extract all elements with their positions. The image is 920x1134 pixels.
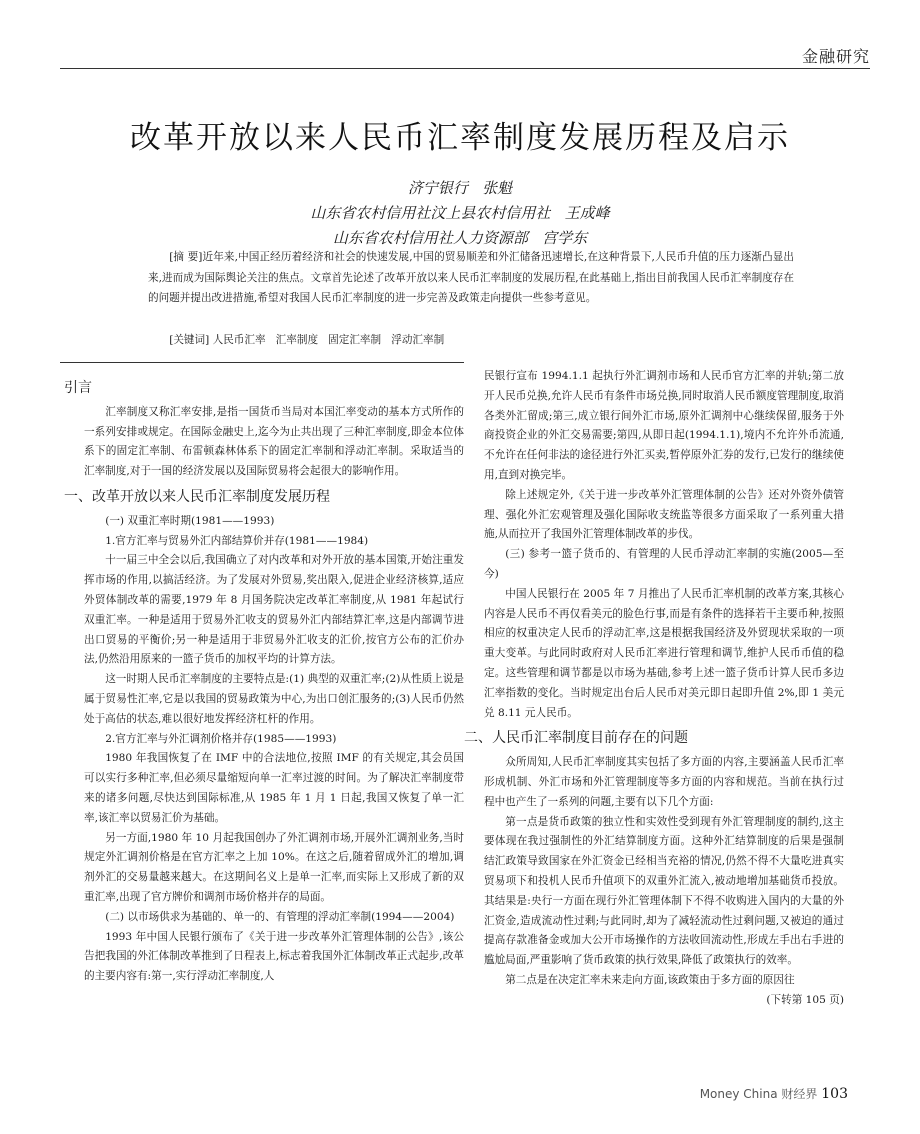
abstract: [摘 要]近年来,中国正经历着经济和社会的快速发展,中国的贸易顺差和外汇储备迅速增长,在这种背景下,人民币升值的压力逐渐凸显出来,进而成为国际舆论关注的焦点。文章首先论述了改革开放以来人民币汇率制度的发展历程,在此基础上,指出目前我国人民币汇率制度存在的问题并提出改进措施,希望对我国人民币汇率制度的进一步完善及政策走向提供一些参考意见。	[148, 251, 794, 304]
paragraph: 这一时期人民币汇率制度的主要特点是:(1) 典型的双重汇率;(2)从性质上说是属于贸易性汇率,它是以我国的贸易政策为中心,为出口创汇服务的;(3)人民币仍然处于高估的状态,难以很好地发挥经济杠杆的作用。	[84, 673, 464, 725]
keywords: [关键词] 人民币汇率 汇率制度 固定汇率制 浮动汇率制	[169, 334, 445, 346]
author-line-2: 山东省农村信用社汶上县农村信用社 王成峰	[310, 204, 610, 222]
section-2-heading: 二、人民币汇率制度目前存在的问题	[464, 730, 688, 747]
subsection-1-heading: (一) 双重汇率时期(1981——1993)	[105, 514, 275, 527]
subsection-1-1-heading: 1.官方汇率与贸易外汇内部结算价并存(1981——1984)	[105, 534, 369, 547]
paragraph: 十一届三中全会以后,我国确立了对内改革和对外开放的基本国策,开始注重发挥市场的作用,以搞活经济。为了发展对外贸易,奖出限入,促进企业经济核算,适应外贸体制改革的需要,1979 年 8 月国务院决定改革汇率制度,从 1981 年起试行双重汇率。一种是适用于贸易外汇收支的贸易外汇内部结算汇率,这是内部调节进出口贸易的平衡价;另一种是适用于非贸易外汇收支的汇价,按官方公布的汇价办法,仍然沿用原来的一篮子货币的加权平均的计算方法。	[84, 554, 464, 666]
page-number: 103	[821, 1086, 848, 1102]
paragraph: 众所周知,人民币汇率制度其实包括了多方面的内容,主要涵盖人民币汇率形成机制、外汇市场和外汇管理制度等多方面的内容和规范。当前在执行过程中也产生了一系列的问题,主要有以下几个方面:	[484, 756, 844, 808]
running-head: 金融研究	[801, 47, 870, 66]
paragraph: 1993 年中国人民银行颁布了《关于进一步改革外汇管理体制的公告》,该公告把我国的外汇体制改革推到了日程表上,标志着我国外汇体制改革正式起步,改革的主要内容有:第一,实行浮动汇率制度,人	[84, 930, 464, 983]
paragraph: 第二点是在决定汇率未来走向方面,该政策由于多方面的原因往	[505, 973, 795, 986]
paragraph: 民银行宣布 1994.1.1 起执行外汇调剂市场和人民币官方汇率的并轨;第二放开人民币兑换,允许人民币有条件市场兑换,同时取消人民币额度管理制度,取消各类外汇留成;第三,成立银行间外汇市场,原外汇调剂中心继续保留,服务于外商投资企业的外汇交易需要;第四,从即日起(1994.1.1),境内不允许外币流通,不允许在任何非法的途径进行外汇买卖,暂停原外汇券的发行,已发行的继续使用,直到对换完毕。	[484, 370, 844, 481]
author-line-1: 济宁银行 张魁	[407, 179, 513, 197]
footer-brand: Money China	[699, 1087, 778, 1101]
continued-note: (下转第 105 页)	[766, 993, 844, 1006]
paragraph: 1980 年我国恢复了在 IMF 中的合法地位,按照 IMF 的有关规定,其会员国可以实行多种汇率,但必须尽量缩短向单一汇率过渡的时间。为了解决汇率制度带来的诸多问题,尽快达到国际标准,从 1985 年 1 月 1 日起,我国又恢复了单一汇率,该汇率以贸易汇价为基础。	[84, 752, 464, 824]
subsection-1-2-heading: 2.官方汇率与外汇调剂价格并存(1985——1993)	[105, 732, 337, 745]
subsection-2-heading: (二) 以市场供求为基础的、单一的、有管理的浮动汇率制(1994——2004)	[105, 910, 455, 923]
left-column	[64, 373, 464, 987]
author-block	[0, 176, 920, 251]
paragraph: 第一点是货币政策的独立性和实效性受到现有外汇管理制度的制约,这主要体现在我过强制性的外汇结算制度方面。这种外汇结算制度的后果是强制结汇政策导致国家在外汇资金已经相当充裕的情况,仍然不得不大量吃进真实贸易项下和投机人民币升值项下的双重外汇流入,被动地增加基础货币投放。其结果是:央行一方面在现行外汇管理体制下不得不收购进入国内的大量的外汇资金,造成流动性过剩;与此同时,却为了减轻流动性过剩问题,又被迫的通过提高存款准备金或加大公开市场操作的方法收回流动性,形成左手出右手进的尴尬局面,严重影响了货币政策的执行效果,降低了政策执行的效率。	[484, 815, 844, 967]
page-footer	[700, 1085, 848, 1102]
intro-heading: 引言	[64, 380, 92, 396]
paragraph: 中国人民银行在 2005 年 7 月推出了人民币汇率机制的改革方案,其核心内容是人民币不再仅看美元的脸色行事,而是有条件的选择若干主要币种,按照相应的权重决定人民币的浮动汇率,这是根据我国经济及外贸现状采取的一项重大变革。与此同时政府对人民币汇率进行管理和调节,维护人民币币值的稳定。这些管理和调节都是以市场为基础,参考上述一篮子货币计算人民币多边汇率指数的变化。当时规定出台后人民币对美元即日起即升值 2%,即 1 美元兑 8.11 元人民币。	[484, 587, 844, 719]
paragraph: 另一方面,1980 年 10 月起我国创办了外汇调剂市场,开展外汇调剂业务,当时规定外汇调剂价格是在官方汇率之上加 10%。在这之后,随着留成外汇的增加,调剂外汇的交易量越来越大。在这期间名义上是单一汇率,而实际上又形成了新的双重汇率,出现了官方牌价和调剂市场价格并存的局面。	[84, 831, 464, 903]
author-line-3: 山东省农村信用社人力资源部 宫学东	[332, 229, 588, 247]
column-rule	[60, 362, 464, 363]
section-1-heading: 一、改革开放以来人民币汇率制度发展历程	[64, 488, 330, 505]
subsection-3-heading: (三) 参考一篮子货币的、有管理的人民币浮动汇率制的实施(2005—至今)	[484, 548, 844, 580]
right-column	[464, 367, 844, 1011]
header-rule	[60, 68, 870, 69]
paragraph: 除上述规定外,《关于进一步改革外汇管理体制的公告》还对外资外债管理、强化外汇宏观管理及强化国际收支统监等很多方面采取了一系列重大措施,从而拉开了我国外汇管理体制改革的步伐。	[484, 488, 844, 541]
footer-section: 财经界	[781, 1087, 818, 1101]
paper-title: 改革开放以来人民币汇率制度发展历程及启示	[130, 120, 790, 156]
intro-paragraph: 汇率制度又称汇率安排,是指一国货币当局对本国汇率变动的基本方式所作的一系列安排或规定。在国际金融史上,迄今为止共出现了三种汇率制度,即金本位体系下的固定汇率制、布雷顿森林体系下的固定汇率制和浮动汇率制。采取适当的汇率制度,对于一国的经济发展以及国际贸易将会起很大的影响作用。	[84, 405, 464, 478]
